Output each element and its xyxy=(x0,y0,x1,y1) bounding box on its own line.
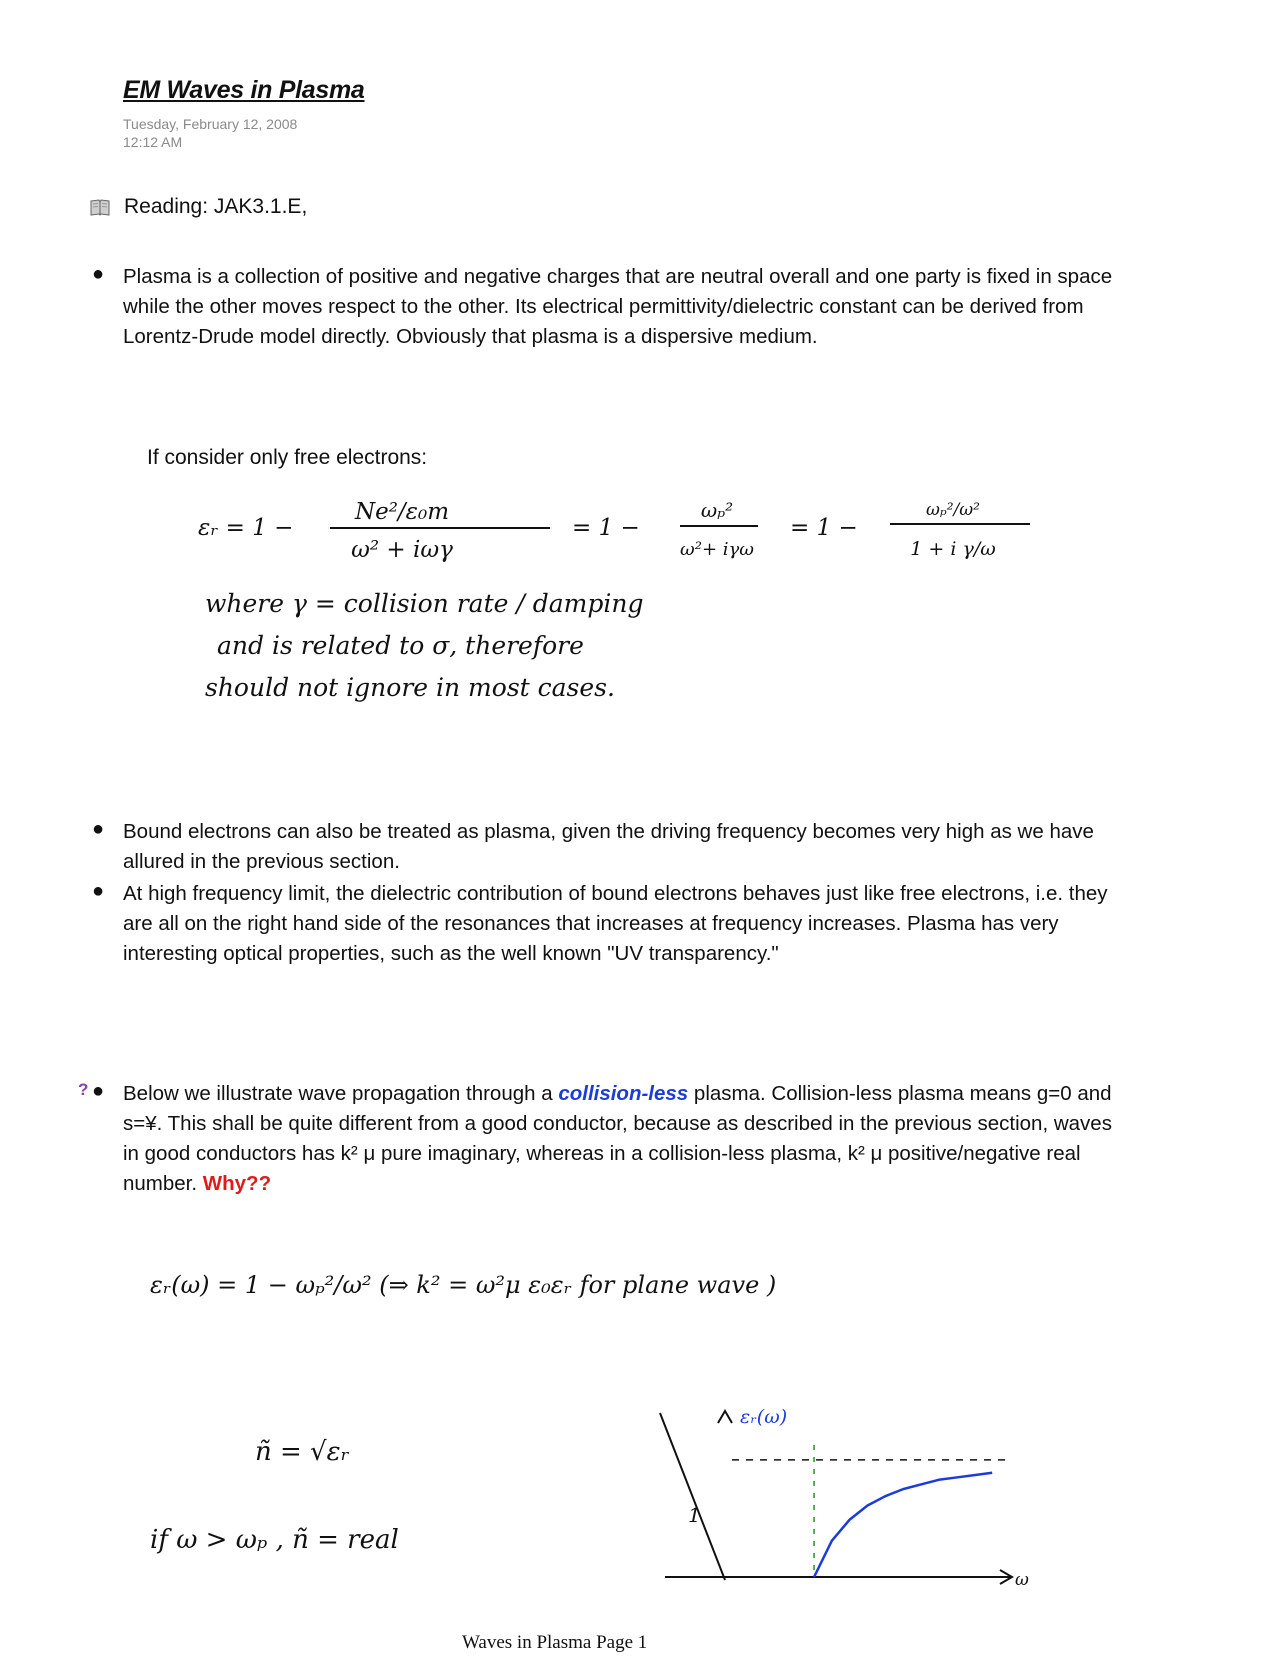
series-line-0 xyxy=(814,1473,992,1577)
high-frequency-text: At high frequency limit, the dielectric contribution of bound electrons behaves just like free electrons, i.e. they are all on the right hand side of the resonances that increases at frequency increases. Plasma has very interesting optical properties, such as the well known "UV transparency." xyxy=(123,882,1108,965)
collisionless-highlight: collision-less xyxy=(558,1082,689,1105)
why-label: Why?? xyxy=(202,1172,272,1195)
eq1-numerator-1: Ne²/ε₀m xyxy=(354,499,450,525)
eq1-mid-1: = 1 − xyxy=(572,515,640,541)
bullet-dot: ● xyxy=(92,1080,105,1102)
note-line-2: and is related to σ, therefore xyxy=(217,631,584,660)
reading-text: Reading: JAK3.1.E, xyxy=(124,195,308,218)
page-title: EM Waves in Plasma xyxy=(123,76,365,104)
plasma-permittivity-equation-handwritten xyxy=(150,1255,950,1315)
collisionless-pre: Below we illustrate wave propagation through a xyxy=(123,1082,559,1105)
eq1-denominator-1: ω² + iωγ xyxy=(351,537,453,563)
eq1-mid-2: = 1 − xyxy=(790,515,858,541)
plasma-definition: Plasma is a collection of positive and negative charges that are neutral overall and one party is fixed in space while the other moves respect to the other. Its electrical permittivity/dielectric constant can be derived from Lorentz-Drude model directly. Obviously that plasma is a dispersive medium. xyxy=(123,265,1113,348)
eq3-text: ñ = √εᵣ xyxy=(255,1437,350,1467)
eq1-numerator-3: ωₚ²/ω² xyxy=(926,500,980,520)
y-axis-arrow xyxy=(718,1411,732,1423)
permittivity-plot xyxy=(660,1405,1060,1595)
eq1-denominator-2: ω²+ iγω xyxy=(680,539,754,560)
note-line-3: should not ignore in most cases. xyxy=(205,673,615,702)
question-flag-icon: ? xyxy=(78,1080,89,1099)
bullet-dot: ● xyxy=(92,818,105,840)
x-axis-label: ω xyxy=(1015,1570,1029,1590)
eq4-text: if ω > ωₚ , ñ = real xyxy=(150,1525,399,1555)
eq1-numerator-2: ωₚ² xyxy=(700,498,734,522)
y-axis-label: εᵣ(ω) xyxy=(740,1406,788,1428)
reading-line xyxy=(90,195,307,219)
refractive-index-notes-handwritten xyxy=(150,1420,550,1580)
y-axis xyxy=(660,1413,725,1580)
page-footer: Waves in Plasma Page 1 xyxy=(462,1632,648,1653)
bullet-dot: ● xyxy=(92,880,105,902)
free-electrons-label: If consider only free electrons: xyxy=(147,446,428,469)
page-date: Tuesday, February 12, 2008 xyxy=(123,116,298,132)
eq1-denominator-3: 1 + i γ/ω xyxy=(910,538,996,560)
collisionless-text xyxy=(123,1079,1123,1199)
eq1-lhs: εᵣ = 1 − xyxy=(198,515,294,541)
bullet-dot: ● xyxy=(92,263,105,285)
eq2-text: εᵣ(ω) = 1 − ωₚ²/ω² (⇒ k² = ω²μ ε₀εᵣ for plane wave ) xyxy=(150,1271,777,1299)
page-time: 12:12 AM xyxy=(123,134,183,150)
bound-electrons-text: Bound electrons can also be treated as plasma, given the driving frequency becomes very high as we have allured in the previous section. xyxy=(123,820,1094,873)
collisionless-post: plasma. Collision-less plasma means g=0 and s=¥. This shall be quite different from a good conductor, because as described in the previous section, waves in good conductors has k² μ pure imaginary, whereas in a collision-less plasma, k² μ positive/negative real number. xyxy=(123,1082,1112,1195)
dielectric-equation-handwritten xyxy=(190,495,1050,565)
book-icon xyxy=(90,199,110,216)
damping-note-handwritten xyxy=(205,582,905,712)
note-line-1: where γ = collision rate / damping xyxy=(205,589,644,618)
y-tick-label-1: 1 xyxy=(688,1503,701,1527)
